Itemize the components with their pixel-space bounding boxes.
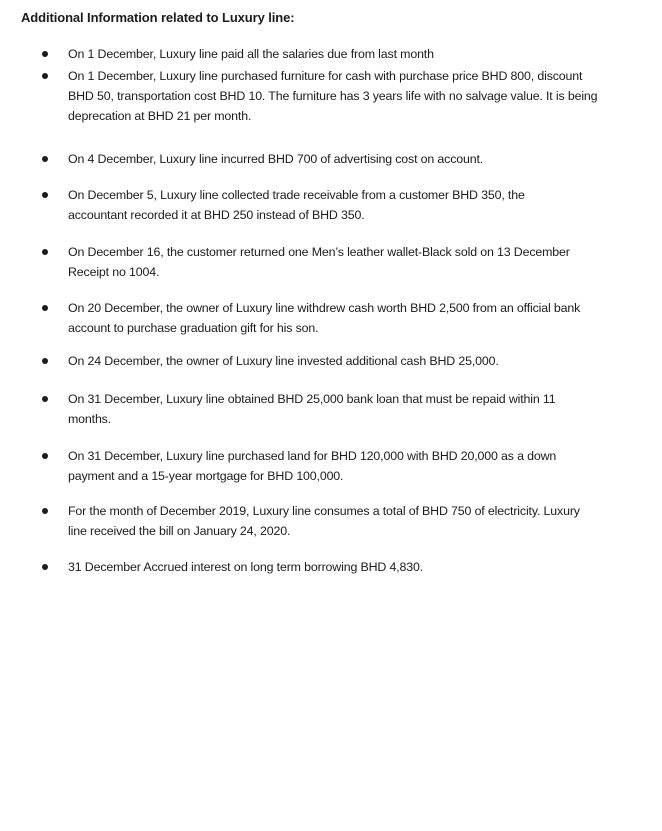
list-item-text: On 1 December, Luxury line purchased furniture for cash with purchase price BHD 800, discount BHD 50, transportation cost BHD 10. The furniture has 3 years life with no salvage value. It is being deprecation at BHD 21 per month. [68,69,598,123]
bullet-dot-icon [42,396,48,402]
bullet-dot-icon [42,51,48,57]
bullet-dot-icon [42,508,48,514]
bullet-dot-icon [42,192,48,198]
bullet-dot-icon [42,564,48,570]
list-item-text: On 4 December, Luxury line incurred BHD 700 of advertising cost on account. [68,152,484,166]
list-item-text: For the month of December 2019, Luxury line consumes a total of BHD 750 of electricity. Luxury line received the bill on January 24, 2020. [68,504,580,538]
list-item-text: 31 December Accrued interest on long term borrowing BHD 4,830. [68,560,424,574]
bullet-dot-icon [42,305,48,311]
list-item-text: On December 16, the customer returned one Men’s leather wallet-Black sold on 13 December Receipt no 1004. [68,245,570,279]
section-heading: Additional Information related to Luxury line: [21,10,295,25]
bullet-dot-icon [42,249,48,255]
bullet-dot-icon [42,73,48,79]
bullet-dot-icon [42,453,48,459]
bullet-dot-icon [42,156,48,162]
list-item-text: On December 5, Luxury line collected trade receivable from a customer BHD 350, the accountant recorded it at BHD 250 instead of BHD 350. [68,188,525,222]
list-item-text: On 1 December, Luxury line paid all the salaries due from last month [68,47,434,61]
list-item-text: On 31 December, Luxury line purchased land for BHD 120,000 with BHD 20,000 as a down payment and a 15-year mortgage for BHD 100,000. [68,449,557,483]
list-item-text: On 20 December, the owner of Luxury line withdrew cash worth BHD 2,500 from an official bank account to purchase graduation gift for his son. [68,301,581,335]
list-item-text: On 31 December, Luxury line obtained BHD 25,000 bank loan that must be repaid within 11 months. [68,392,556,426]
bullet-dot-icon [42,358,48,364]
list-item-text: On 24 December, the owner of Luxury line invested additional cash BHD 25,000. [68,354,499,368]
